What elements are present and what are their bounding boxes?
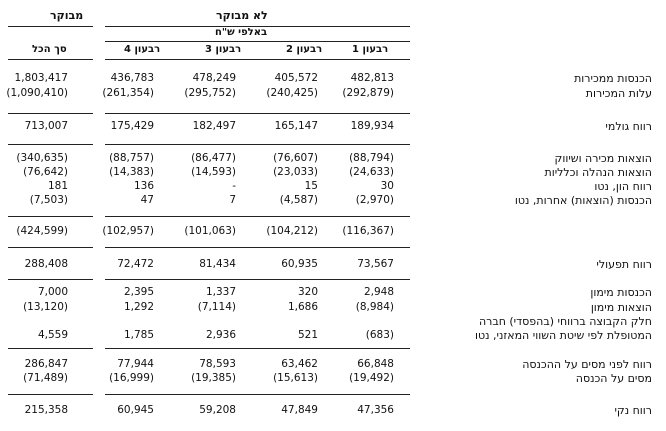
cell-value: 59,208: [199, 404, 236, 416]
cell-value: (295,752): [184, 87, 236, 99]
cell-value: (292,879): [342, 87, 394, 99]
cell-value: 78,593: [199, 358, 236, 370]
cell-value: 482,813: [350, 72, 394, 84]
col-total: סך הכל: [32, 44, 67, 55]
cell-value: (88,757): [109, 152, 154, 164]
cell-value: 60,935: [281, 258, 318, 270]
cell-value: 2,395: [123, 286, 154, 298]
units-label: באלפי ש"ח: [215, 27, 268, 38]
cell-value: 66,848: [357, 358, 394, 370]
cell-value: (24,633): [349, 166, 394, 178]
col-q4: רבעון 4: [124, 44, 161, 55]
cell-value: (76,607): [273, 152, 318, 164]
section-rule: [8, 113, 93, 114]
col-q2: רבעון 2: [286, 44, 323, 55]
cell-value: 2,948: [363, 286, 394, 298]
cell-value: (116,367): [342, 225, 394, 237]
cell-value: 182,497: [192, 120, 236, 132]
cell-value: 2,936: [205, 329, 236, 341]
cell-value: (71,489): [23, 372, 68, 384]
cell-value: (261,354): [102, 87, 154, 99]
row-label: עלות המכירות: [585, 87, 652, 100]
section-rule: [8, 247, 93, 248]
section-rule: [105, 113, 410, 114]
section-rule: [8, 144, 93, 145]
unaudited-header: לא מבוקר: [216, 9, 268, 22]
cell-value: 165,147: [274, 120, 318, 132]
cell-value: 81,434: [199, 258, 236, 270]
cell-value: (7,503): [29, 194, 68, 206]
section-rule: [8, 348, 93, 349]
cell-value: 215,358: [24, 404, 68, 416]
cell-value: (15,613): [273, 372, 318, 384]
row-label: הכנסות מימון: [590, 286, 652, 299]
cell-value: (1,090,410): [6, 87, 68, 99]
cell-value: 478,249: [192, 72, 236, 84]
audited-header: מבוקר: [50, 9, 84, 22]
cell-value: (19,385): [191, 372, 236, 384]
cell-value: (7,114): [197, 301, 236, 313]
cell-value: (13,120): [23, 301, 68, 313]
cell-value: (683): [365, 329, 394, 341]
cell-value: 77,944: [117, 358, 154, 370]
row-label: רווח נקי: [614, 404, 652, 417]
row-label: רווח לפני מסים על ההכנסה: [522, 358, 652, 371]
audited-top-rule: [8, 26, 93, 27]
col-header-rule-total: [8, 59, 93, 60]
section-rule: [8, 216, 93, 217]
row-label: חלק הקבוצה ברווחי (בהפסדי) חברה: [478, 315, 652, 328]
row-label: רווח תפעולי: [596, 258, 652, 271]
row-label: רווח גולמי: [605, 120, 652, 133]
cell-value: 521: [297, 329, 318, 341]
row-label: הוצאות מכירה ושיווק: [554, 152, 652, 165]
cell-value: (14,593): [191, 166, 236, 178]
cell-value: -: [232, 180, 236, 192]
cell-value: 288,408: [24, 258, 68, 270]
row-label: הוצאות מימון: [590, 301, 652, 314]
cell-value: 405,572: [274, 72, 318, 84]
row-label: המטופלת לפי שיטת השווי המאזני, נטו: [475, 329, 652, 342]
cell-value: 30: [380, 180, 394, 192]
cell-value: 73,567: [357, 258, 394, 270]
section-rule: [105, 247, 410, 248]
cell-value: 1,686: [287, 301, 318, 313]
section-rule: [8, 394, 93, 395]
row-label: מסים על הכנסה: [575, 372, 652, 385]
row-label: הוצאות הנהלה וכלליות: [544, 166, 652, 179]
cell-value: 713,007: [24, 120, 68, 132]
section-rule: [105, 394, 410, 395]
cell-value: 47: [140, 194, 154, 206]
cell-value: 320: [297, 286, 318, 298]
section-rule: [105, 216, 410, 217]
section-rule: [105, 279, 410, 280]
cell-value: (101,063): [184, 225, 236, 237]
cell-value: (14,383): [109, 166, 154, 178]
cell-value: 436,783: [110, 72, 154, 84]
cell-value: (340,635): [16, 152, 68, 164]
cell-value: 4,559: [37, 329, 68, 341]
cell-value: 47,849: [281, 404, 318, 416]
cell-value: 175,429: [110, 120, 154, 132]
cell-value: 1,292: [123, 301, 154, 313]
units-rule: [105, 41, 410, 42]
cell-value: 189,934: [350, 120, 394, 132]
cell-value: 7,000: [37, 286, 68, 298]
cell-value: 60,945: [117, 404, 154, 416]
row-label: הכנסות (הוצאות) אחרות, נטו: [514, 194, 652, 207]
col-q3: רבעון 3: [205, 44, 242, 55]
cell-value: 1,785: [123, 329, 154, 341]
cell-value: (424,599): [16, 225, 68, 237]
section-rule: [105, 348, 410, 349]
section-rule: [105, 144, 410, 145]
cell-value: (88,794): [349, 152, 394, 164]
cell-value: (86,477): [191, 152, 236, 164]
cell-value: 47,356: [357, 404, 394, 416]
cell-value: (76,642): [23, 166, 68, 178]
cell-value: (8,984): [355, 301, 394, 313]
cell-value: (2,970): [355, 194, 394, 206]
cell-value: 7: [229, 194, 236, 206]
cell-value: 181: [47, 180, 68, 192]
cell-value: 1,337: [205, 286, 236, 298]
cell-value: 63,462: [281, 358, 318, 370]
cell-value: 72,472: [117, 258, 154, 270]
cell-value: (23,033): [273, 166, 318, 178]
cell-value: (19,492): [349, 372, 394, 384]
cell-value: (240,425): [266, 87, 318, 99]
cell-value: 136: [133, 180, 154, 192]
cell-value: (16,999): [109, 372, 154, 384]
cell-value: (102,957): [102, 225, 154, 237]
cell-value: 1,803,417: [14, 72, 68, 84]
col-q1: רבעון 1: [352, 44, 389, 55]
cell-value: 286,847: [24, 358, 68, 370]
col-header-rule-quarters: [105, 59, 410, 60]
row-label: הכנסות ממכירות: [574, 72, 652, 85]
row-label: רווח הון, נטו: [594, 180, 652, 193]
cell-value: 15: [304, 180, 318, 192]
section-rule: [8, 279, 93, 280]
cell-value: (104,212): [266, 225, 318, 237]
cell-value: (4,587): [279, 194, 318, 206]
